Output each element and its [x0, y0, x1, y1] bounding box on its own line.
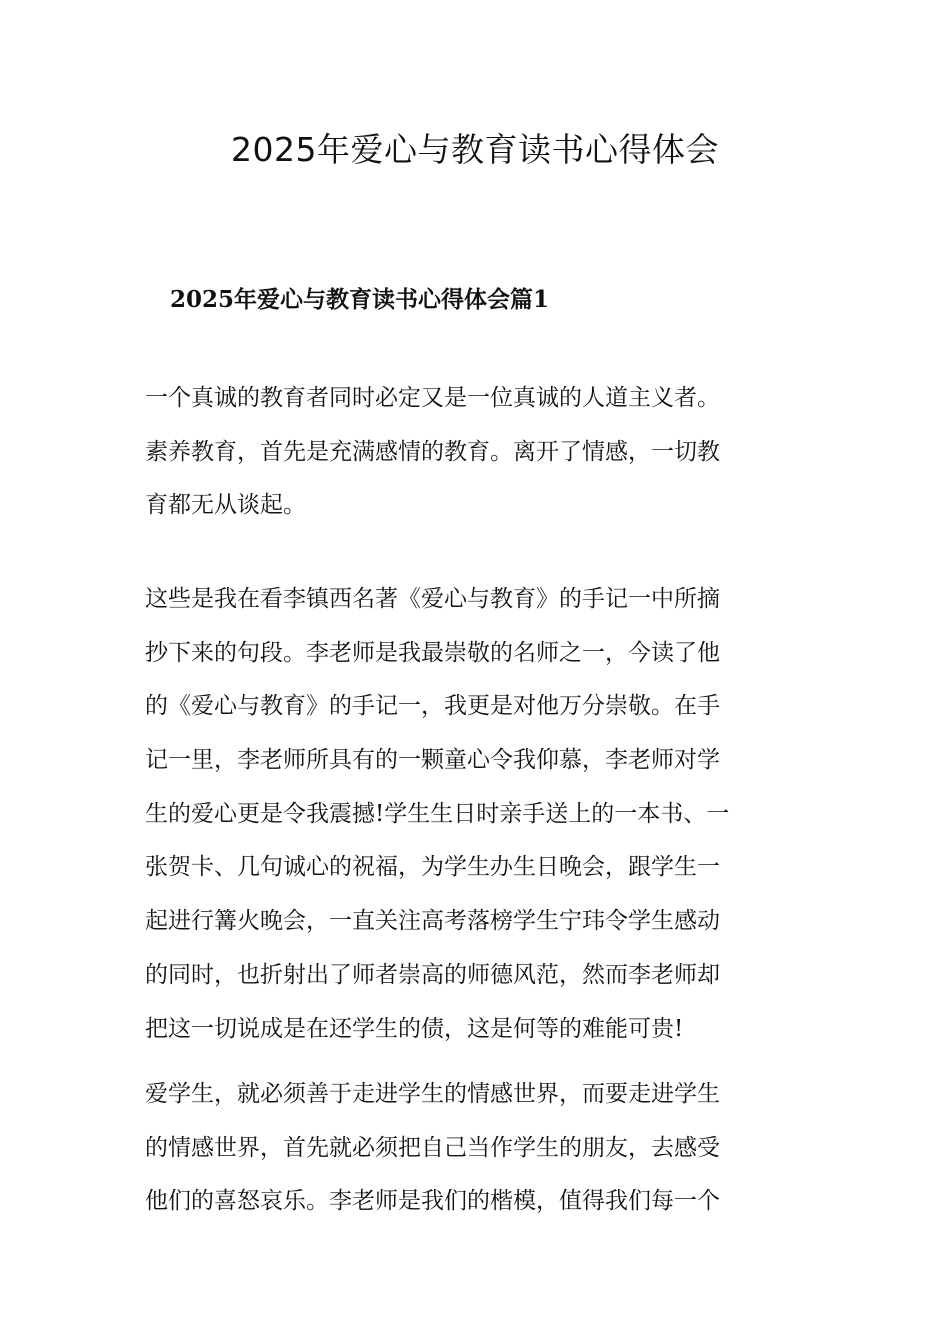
document-title: 2025年爱心与教育读书心得体会: [231, 130, 719, 169]
paragraph-line: 他们的喜怒哀乐。李老师是我们的楷模，值得我们每一个: [145, 1188, 720, 1215]
paragraph-line: 这些是我在看李镇西名著《爱心与教育》的手记一中所摘: [145, 586, 720, 612]
paragraph-2: [145, 573, 810, 1056]
paragraph-line: 的同时，也折射出了师者崇高的师德风范，然而李老师却: [145, 961, 720, 988]
paragraph-line: 的《爱心与教育》的手记一，我更是对他万分崇敬。在手: [145, 693, 720, 720]
paragraph-line: 育都无从谈起。: [145, 492, 306, 519]
paragraph-line: 张贺卡、几句诚心的祝福，为学生办生日晚会，跟学生一: [145, 854, 720, 881]
paragraph-line: 一个真诚的教育者同时必定又是一位真诚的人道主义者。: [145, 385, 720, 411]
paragraph-3: [145, 1068, 810, 1229]
paragraph-line: 抄下来的句段。李老师是我最崇敬的名师之一，今读了他: [145, 639, 720, 666]
section-title: 2025年爱心与教育读书心得体会篇1: [170, 286, 550, 313]
paragraph-line: 素养教育，首先是充满感情的教育。离开了情感，一切教: [145, 438, 720, 465]
paragraph-line: 起进行篝火晚会，一直关注高考落榜学生宁玮令学生感动: [145, 908, 720, 935]
paragraph-line: 把这一切说成是在还学生的债，这是何等的难能可贵!: [145, 1015, 684, 1042]
paragraph-line: 记一里，李老师所具有的一颗童心令我仰慕，李老师对学: [145, 747, 720, 774]
paragraph-line: 爱学生，就必须善于走进学生的情感世界，而要走进学生: [145, 1081, 720, 1107]
paragraph-line: 的情感世界，首先就必须把自己当作学生的朋友，去感受: [145, 1134, 720, 1161]
paragraph-1: [145, 372, 810, 533]
paragraph-line: 生的爱心更是令我震撼!学生生日时亲手送上的一本书、一: [145, 800, 730, 827]
